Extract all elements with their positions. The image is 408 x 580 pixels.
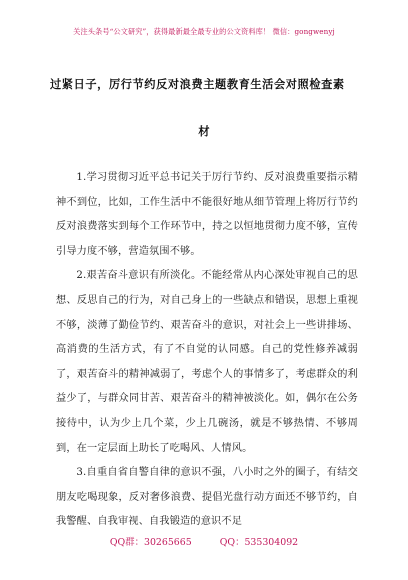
paragraph-1: 1.学习贯彻习近平总书记关于厉行节约、反对浪费重要指示精神不到位，比如，工作生活中不能很好地从细节管理上将厉行节约反对浪费落实到每个工作环节中，持之以恒地贯彻力度不够，宣传引导力度不够，营造氛围不够。: [56, 172, 358, 257]
footer-contact: [0, 534, 408, 548]
document-body: [56, 166, 358, 535]
footer-qq: QQ：535304092: [219, 537, 299, 548]
header-banner: 关注头条号“公文研究”，获得最新最全最专业的公文资料库！ 微信：gongwenyj: [73, 27, 335, 36]
document-title-continued: 材: [198, 124, 210, 138]
paragraph-2: 2.艰苦奋斗意识有所淡化。不能经常从内心深处审视自己的思想、反思自己的行为，对自己身上的一些缺点和错误，思想上重视不够，淡薄了勤俭节约、艰苦奋斗的意识，对社会上一些讲排场、高消费的生活方式，有了不自觉的认同感。自己的党性修养减弱了，艰苦奋斗的精神减弱了，考虑个人的事情多了，考虑群众的利益少了，与群众同甘苦、艰苦奋斗的精神被淡化。如，偶尔在公务接待中，认为少上几个菜，少上几碗汤，就是不够热情、不够周到，在一定层面上助长了吃喝风、人情风。: [56, 270, 358, 454]
footer-qq-group: QQ群：30265665: [109, 537, 192, 548]
paragraph-3: 3.自重自省自警自律的意识不强，八小时之外的圈子，有结交朋友吃喝现象，反对奢侈浪费、提倡光盘行动方面还不够节约，自我警醒、自我审视、自我锻造的意识不足: [56, 467, 358, 528]
document-title: 过紧日子，厉行节约反对浪费主题教育生活会对照检查素: [50, 77, 345, 91]
